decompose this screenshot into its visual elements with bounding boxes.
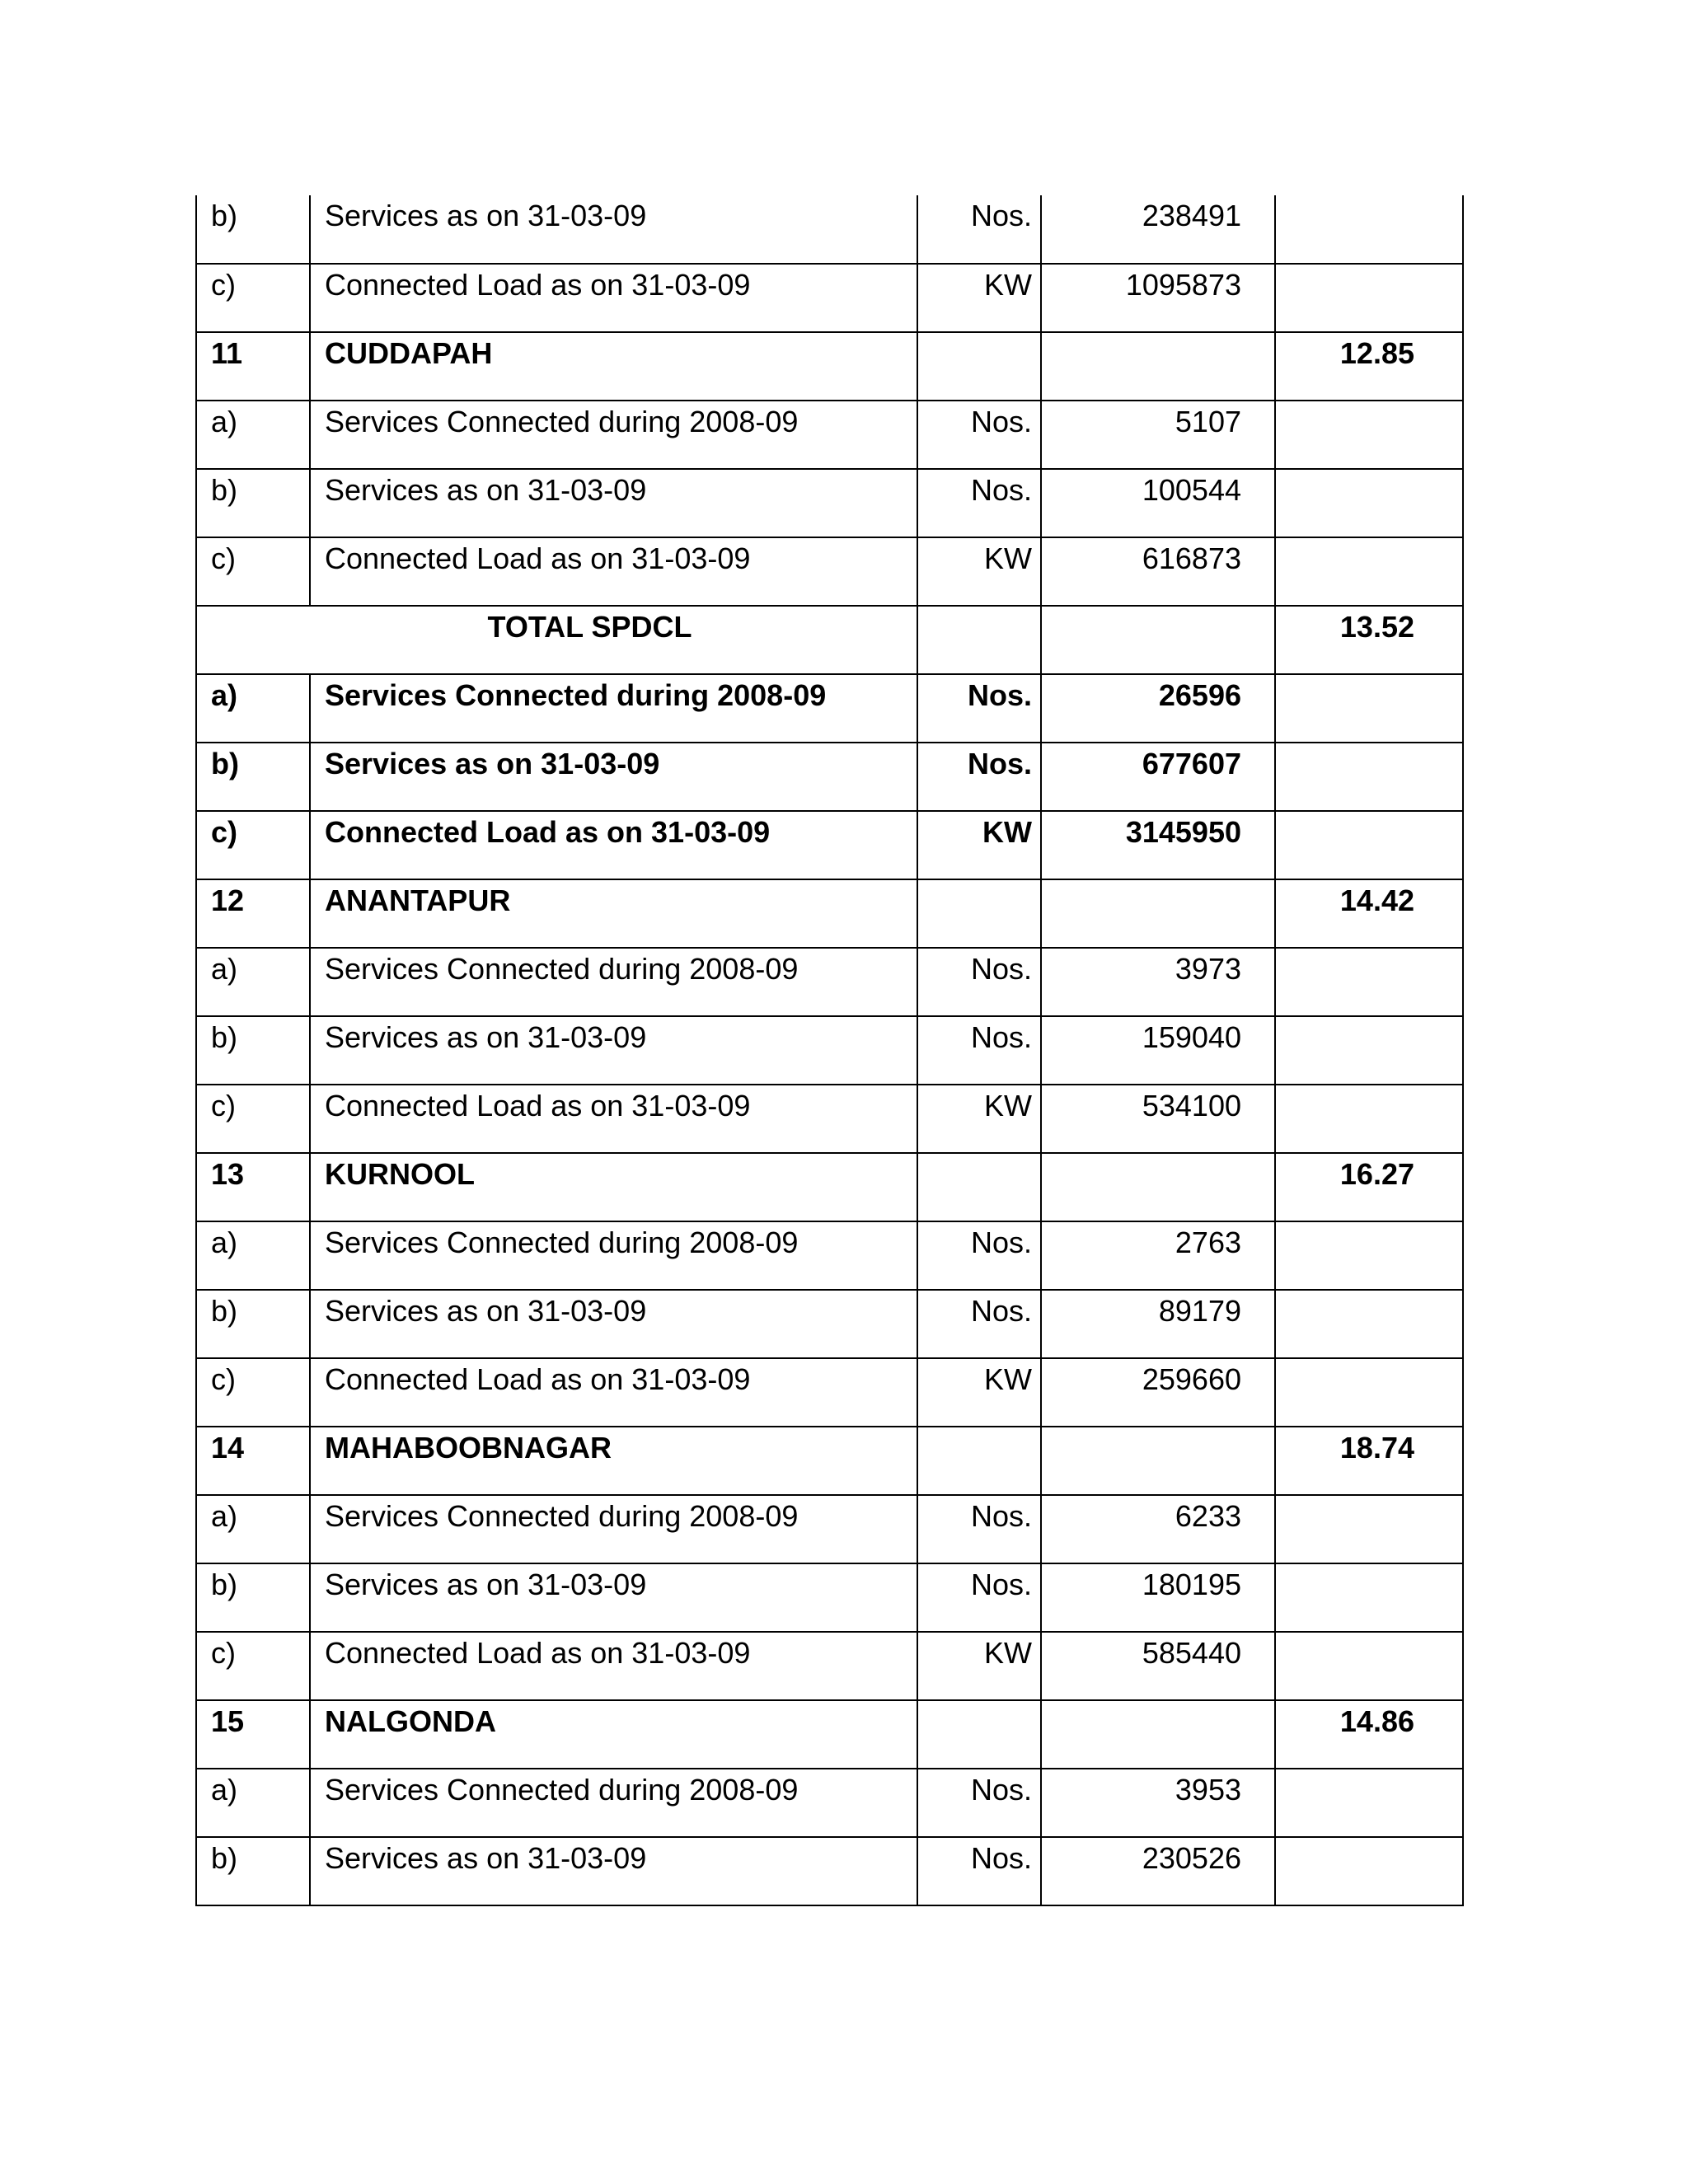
index-cell xyxy=(196,1427,310,1495)
unit-cell xyxy=(917,1495,1041,1563)
percent-cell-text xyxy=(1276,1769,1414,1773)
index-cell xyxy=(196,1563,310,1632)
unit-cell-text: KW xyxy=(984,1089,1032,1122)
description-cell-text: Services as on 31-03-09 xyxy=(325,1841,647,1875)
percent-cell-text xyxy=(1276,1222,1414,1226)
unit-cell xyxy=(917,332,1041,401)
description-cell-text: NALGONDA xyxy=(325,1704,496,1738)
unit-cell xyxy=(917,469,1041,537)
percent-cell-text xyxy=(1276,812,1414,815)
value-cell-text: 1095873 xyxy=(1125,268,1241,302)
percent-cell-text: 14.42 xyxy=(1339,883,1414,917)
index-cell-text: c) xyxy=(211,541,236,575)
percent-cell-text: 14.86 xyxy=(1339,1704,1414,1738)
percent-cell-text xyxy=(1276,1017,1414,1020)
value-cell-text: 238491 xyxy=(1142,199,1241,232)
index-cell xyxy=(196,537,310,606)
unit-cell-text xyxy=(918,1154,1032,1157)
value-cell-text: 616873 xyxy=(1142,541,1241,575)
index-cell-text: c) xyxy=(211,268,236,302)
percent-cell xyxy=(1275,332,1463,401)
percent-cell-text xyxy=(1276,949,1414,952)
description-cell xyxy=(310,1837,917,1905)
value-cell xyxy=(1041,879,1275,948)
district-header-row xyxy=(196,332,1463,401)
percent-cell xyxy=(1275,1632,1463,1700)
percent-cell-text: 16.27 xyxy=(1339,1157,1414,1191)
percent-cell-text xyxy=(1276,1633,1414,1636)
index-cell xyxy=(196,1700,310,1769)
index-cell-text: c) xyxy=(211,1636,236,1670)
unit-cell xyxy=(917,811,1041,879)
description-cell-text: Connected Load as on 31-03-09 xyxy=(325,268,751,302)
unit-cell-text xyxy=(918,880,1032,883)
unit-cell-text xyxy=(918,607,1032,610)
statistics-table xyxy=(195,195,1464,1906)
description-cell-text: ANANTAPUR xyxy=(325,883,511,917)
unit-cell-text: Nos. xyxy=(970,1020,1032,1054)
table-row xyxy=(196,264,1463,332)
description-cell xyxy=(310,1358,917,1427)
percent-cell-text xyxy=(1276,195,1414,199)
value-cell xyxy=(1041,537,1275,606)
index-cell-text: b) xyxy=(211,747,239,780)
unit-cell xyxy=(917,401,1041,469)
unit-cell-text: Nos. xyxy=(970,1499,1032,1533)
percent-cell xyxy=(1275,264,1463,332)
table-row xyxy=(196,948,1463,1016)
value-cell-text: 89179 xyxy=(1158,1294,1241,1328)
description-cell-text: Services Connected during 2008-09 xyxy=(325,1773,799,1807)
percent-cell xyxy=(1275,1427,1463,1495)
unit-cell xyxy=(917,1632,1041,1700)
value-cell xyxy=(1041,1153,1275,1221)
value-cell xyxy=(1041,1427,1275,1495)
value-cell-text: 534100 xyxy=(1142,1089,1241,1122)
index-cell xyxy=(196,1153,310,1221)
percent-cell-text xyxy=(1276,470,1414,473)
index-cell xyxy=(196,879,310,948)
value-cell xyxy=(1041,264,1275,332)
percent-cell-text: 13.52 xyxy=(1339,610,1414,644)
description-cell-text: Services Connected during 2008-09 xyxy=(325,405,799,438)
unit-cell-text: Nos. xyxy=(970,1294,1032,1328)
index-cell xyxy=(196,1495,310,1563)
description-cell xyxy=(310,1700,917,1769)
index-cell-text: b) xyxy=(211,1841,238,1875)
value-cell xyxy=(1041,674,1275,743)
percent-cell xyxy=(1275,195,1463,264)
value-cell-text xyxy=(1042,1427,1241,1431)
index-cell-text: b) xyxy=(211,1020,238,1054)
percent-cell xyxy=(1275,879,1463,948)
description-cell xyxy=(310,1495,917,1563)
description-cell-text: Services Connected during 2008-09 xyxy=(325,952,799,986)
percent-cell-text xyxy=(1276,1838,1414,1841)
value-cell xyxy=(1041,606,1275,674)
unit-cell-text xyxy=(918,1701,1032,1704)
percent-cell xyxy=(1275,1085,1463,1153)
table-row xyxy=(196,743,1463,811)
unit-cell-text: KW xyxy=(984,541,1032,575)
percent-cell xyxy=(1275,1016,1463,1085)
percent-cell-text xyxy=(1276,743,1414,747)
value-cell-text xyxy=(1042,1701,1241,1704)
index-cell-text: c) xyxy=(211,815,238,849)
value-cell xyxy=(1041,195,1275,264)
index-cell xyxy=(196,1085,310,1153)
description-cell-text: Connected Load as on 31-03-09 xyxy=(325,1089,751,1122)
table-row xyxy=(196,1769,1463,1837)
district-header-row xyxy=(196,1700,1463,1769)
description-cell xyxy=(310,537,917,606)
description-cell xyxy=(310,469,917,537)
description-cell xyxy=(310,811,917,879)
value-cell xyxy=(1041,1290,1275,1358)
unit-cell-text: Nos. xyxy=(967,678,1032,712)
unit-cell xyxy=(917,264,1041,332)
value-cell xyxy=(1041,1563,1275,1632)
unit-cell-text: KW xyxy=(984,1362,1032,1396)
index-cell xyxy=(196,1016,310,1085)
description-cell xyxy=(310,1085,917,1153)
value-cell xyxy=(1041,1221,1275,1290)
index-cell xyxy=(196,264,310,332)
value-cell-text: 677607 xyxy=(1142,747,1241,780)
table-row xyxy=(196,1290,1463,1358)
index-cell xyxy=(196,195,310,264)
percent-cell xyxy=(1275,1495,1463,1563)
percent-cell-text xyxy=(1276,538,1414,541)
unit-cell xyxy=(917,1769,1041,1837)
index-cell-text: b) xyxy=(211,473,238,507)
unit-cell xyxy=(917,1221,1041,1290)
description-cell-text: CUDDAPAH xyxy=(325,336,493,370)
percent-cell-text xyxy=(1276,1291,1414,1294)
description-cell-text: Services Connected during 2008-09 xyxy=(325,1499,799,1533)
description-cell xyxy=(310,1427,917,1495)
percent-cell xyxy=(1275,1221,1463,1290)
index-cell-text: a) xyxy=(211,1773,238,1807)
value-cell xyxy=(1041,1837,1275,1905)
description-cell-text: Services as on 31-03-09 xyxy=(325,1020,647,1054)
percent-cell xyxy=(1275,1769,1463,1837)
table-row xyxy=(196,811,1463,879)
value-cell-text: 5107 xyxy=(1175,405,1241,438)
value-cell-text xyxy=(1042,1154,1241,1157)
table-row xyxy=(196,1632,1463,1700)
value-cell-text: 3145950 xyxy=(1125,815,1241,849)
percent-cell xyxy=(1275,743,1463,811)
percent-cell-text xyxy=(1276,1085,1414,1089)
table-row xyxy=(196,401,1463,469)
description-cell-text: MAHABOOBNAGAR xyxy=(325,1431,612,1465)
percent-cell-text xyxy=(1276,265,1414,268)
table-row xyxy=(196,1358,1463,1427)
value-cell xyxy=(1041,1085,1275,1153)
unit-cell xyxy=(917,1016,1041,1085)
value-cell xyxy=(1041,1700,1275,1769)
description-cell-text: Connected Load as on 31-03-09 xyxy=(325,541,751,575)
description-cell xyxy=(310,879,917,948)
percent-cell-text: 12.85 xyxy=(1339,336,1414,370)
description-cell xyxy=(310,1632,917,1700)
percent-cell xyxy=(1275,401,1463,469)
index-cell xyxy=(196,674,310,743)
value-cell-text xyxy=(1042,880,1241,883)
value-cell-text: 100544 xyxy=(1142,473,1241,507)
value-cell xyxy=(1041,743,1275,811)
unit-cell xyxy=(917,879,1041,948)
index-cell-text: b) xyxy=(211,1568,238,1601)
index-cell xyxy=(196,1837,310,1905)
percent-cell-text xyxy=(1276,675,1414,678)
unit-cell xyxy=(917,674,1041,743)
description-cell xyxy=(310,674,917,743)
value-cell-text: 3953 xyxy=(1175,1773,1241,1807)
unit-cell xyxy=(917,948,1041,1016)
index-cell-text: c) xyxy=(211,1362,236,1396)
unit-cell xyxy=(917,1085,1041,1153)
value-cell xyxy=(1041,469,1275,537)
unit-cell-text: KW xyxy=(984,268,1032,302)
index-cell xyxy=(196,469,310,537)
value-cell xyxy=(1041,332,1275,401)
index-cell xyxy=(196,401,310,469)
table-row xyxy=(196,674,1463,743)
table-row xyxy=(196,537,1463,606)
unit-cell xyxy=(917,606,1041,674)
district-header-row xyxy=(196,1427,1463,1495)
value-cell-text: 2763 xyxy=(1175,1226,1241,1259)
percent-cell xyxy=(1275,948,1463,1016)
description-cell xyxy=(310,948,917,1016)
percent-cell xyxy=(1275,537,1463,606)
percent-cell xyxy=(1275,1700,1463,1769)
value-cell xyxy=(1041,1632,1275,1700)
unit-cell-text: Nos. xyxy=(970,199,1032,232)
percent-cell-text xyxy=(1276,1359,1414,1362)
description-cell-text: Services as on 31-03-09 xyxy=(325,1568,647,1601)
unit-cell xyxy=(917,743,1041,811)
table-row xyxy=(196,1016,1463,1085)
index-cell-text: a) xyxy=(211,405,238,438)
description-cell-text: Connected Load as on 31-03-09 xyxy=(325,1636,751,1670)
value-cell-text xyxy=(1042,607,1241,610)
index-cell-text: b) xyxy=(211,199,238,232)
index-cell xyxy=(196,1358,310,1427)
unit-cell-text: KW xyxy=(984,1636,1032,1670)
description-cell-text: Services as on 31-03-09 xyxy=(325,747,660,780)
value-cell-text: 3973 xyxy=(1175,952,1241,986)
index-cell-text: a) xyxy=(211,952,238,986)
description-cell-text: Connected Load as on 31-03-09 xyxy=(325,1362,751,1396)
index-cell-text: 15 xyxy=(211,1704,245,1738)
description-cell xyxy=(310,195,917,264)
index-cell xyxy=(196,1290,310,1358)
description-cell xyxy=(310,1290,917,1358)
table-row xyxy=(196,1221,1463,1290)
index-cell-text: 11 xyxy=(211,336,243,370)
unit-cell-text: Nos. xyxy=(970,405,1032,438)
percent-cell xyxy=(1275,1153,1463,1221)
value-cell xyxy=(1041,948,1275,1016)
percent-cell xyxy=(1275,674,1463,743)
unit-cell-text: KW xyxy=(982,815,1032,849)
percent-cell xyxy=(1275,1563,1463,1632)
description-cell-text: Services as on 31-03-09 xyxy=(325,199,647,232)
unit-cell-text: Nos. xyxy=(970,1841,1032,1875)
index-cell xyxy=(196,1769,310,1837)
value-cell xyxy=(1041,811,1275,879)
description-cell-text: Services Connected during 2008-09 xyxy=(325,1226,799,1259)
percent-cell-text xyxy=(1276,401,1414,405)
value-cell xyxy=(1041,1016,1275,1085)
unit-cell xyxy=(917,1153,1041,1221)
unit-cell xyxy=(917,1290,1041,1358)
unit-cell-text: Nos. xyxy=(970,1568,1032,1601)
index-cell-text: 12 xyxy=(211,883,245,917)
index-cell-text: a) xyxy=(211,678,238,712)
description-cell xyxy=(310,401,917,469)
index-cell xyxy=(196,1221,310,1290)
percent-cell-text xyxy=(1276,1496,1414,1499)
unit-cell-text: Nos. xyxy=(970,1773,1032,1807)
unit-cell-text: Nos. xyxy=(970,952,1032,986)
percent-cell xyxy=(1275,1837,1463,1905)
value-cell xyxy=(1041,1358,1275,1427)
description-cell xyxy=(310,332,917,401)
unit-cell xyxy=(917,1837,1041,1905)
unit-cell xyxy=(917,537,1041,606)
index-cell xyxy=(196,743,310,811)
unit-cell-text xyxy=(918,1427,1032,1431)
value-cell-text: 6233 xyxy=(1175,1499,1241,1533)
value-cell-text: 230526 xyxy=(1142,1841,1241,1875)
percent-cell xyxy=(1275,811,1463,879)
index-cell-text: a) xyxy=(211,1226,238,1259)
description-cell xyxy=(310,1221,917,1290)
value-cell-text: 159040 xyxy=(1142,1020,1241,1054)
percent-cell xyxy=(1275,469,1463,537)
value-cell xyxy=(1041,1769,1275,1837)
description-cell xyxy=(310,1016,917,1085)
value-cell-text: 259660 xyxy=(1142,1362,1241,1396)
district-header-row xyxy=(196,879,1463,948)
index-cell xyxy=(196,948,310,1016)
unit-cell-text: Nos. xyxy=(970,473,1032,507)
index-cell xyxy=(196,811,310,879)
value-cell-text xyxy=(1042,333,1241,336)
value-cell xyxy=(1041,1495,1275,1563)
table-row xyxy=(196,195,1463,264)
unit-cell xyxy=(917,1427,1041,1495)
percent-cell-text: 18.74 xyxy=(1339,1431,1414,1465)
unit-cell xyxy=(917,1700,1041,1769)
description-cell xyxy=(310,1563,917,1632)
total-label-cell xyxy=(196,606,917,674)
description-cell-text: KURNOOL xyxy=(325,1157,475,1191)
index-cell-text: c) xyxy=(211,1089,236,1122)
value-cell-text: 585440 xyxy=(1142,1636,1241,1670)
unit-cell-text: Nos. xyxy=(970,1226,1032,1259)
index-cell-text: 14 xyxy=(211,1431,245,1465)
description-cell-text: Services Connected during 2008-09 xyxy=(325,678,827,712)
percent-cell xyxy=(1275,1358,1463,1427)
table-row xyxy=(196,1085,1463,1153)
description-cell xyxy=(310,1769,917,1837)
index-cell-text: 13 xyxy=(211,1157,245,1191)
description-cell-text: Connected Load as on 31-03-09 xyxy=(325,815,771,849)
unit-cell-text xyxy=(918,333,1032,336)
description-cell-text: Services as on 31-03-09 xyxy=(325,473,647,507)
unit-cell xyxy=(917,195,1041,264)
percent-cell-text xyxy=(1276,1564,1414,1568)
table-row xyxy=(196,1563,1463,1632)
index-cell-text: b) xyxy=(211,1294,238,1328)
unit-cell xyxy=(917,1358,1041,1427)
value-cell-text: 180195 xyxy=(1142,1568,1241,1601)
total-row xyxy=(196,606,1463,674)
description-cell xyxy=(310,264,917,332)
table-body xyxy=(196,195,1463,1905)
percent-cell xyxy=(1275,606,1463,674)
total-label-cell-text: TOTAL SPDCL xyxy=(487,610,692,644)
value-cell-text: 26596 xyxy=(1158,678,1241,712)
value-cell xyxy=(1041,401,1275,469)
index-cell-text: a) xyxy=(211,1499,238,1533)
description-cell xyxy=(310,1153,917,1221)
unit-cell xyxy=(917,1563,1041,1632)
district-header-row xyxy=(196,1153,1463,1221)
index-cell xyxy=(196,332,310,401)
table-row xyxy=(196,469,1463,537)
index-cell xyxy=(196,1632,310,1700)
unit-cell-text: Nos. xyxy=(967,747,1032,780)
percent-cell xyxy=(1275,1290,1463,1358)
table-row xyxy=(196,1837,1463,1905)
description-cell xyxy=(310,743,917,811)
description-cell-text: Services as on 31-03-09 xyxy=(325,1294,647,1328)
table-row xyxy=(196,1495,1463,1563)
